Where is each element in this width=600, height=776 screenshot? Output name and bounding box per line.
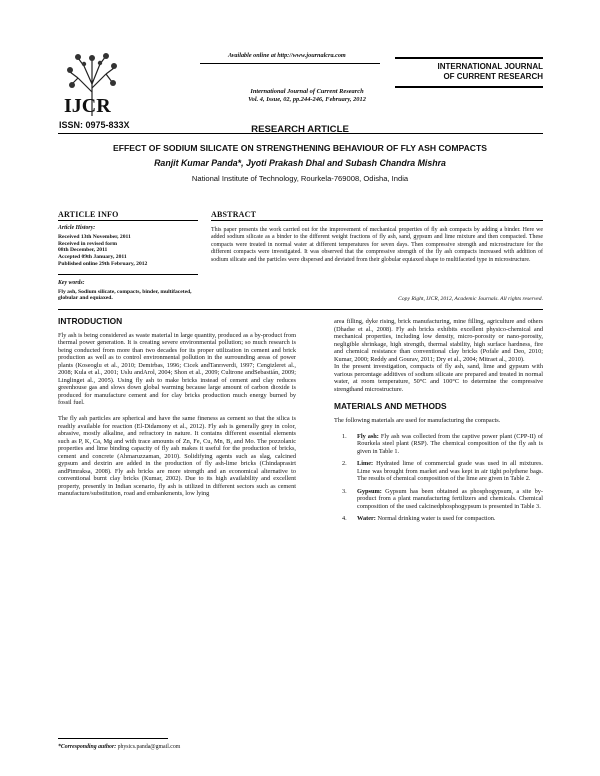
available-online: Available online at http://www.journalcra.com bbox=[228, 52, 346, 59]
left-column bbox=[58, 318, 296, 504]
journal-box-line2: OF CURRENT RESEARCH bbox=[443, 72, 543, 81]
abstract-heading: ABSTRACT bbox=[211, 210, 257, 219]
article-info-heading: ARTICLE INFO bbox=[58, 210, 119, 219]
list-term: Gypsum: bbox=[357, 487, 382, 495]
keywords-rule bbox=[58, 274, 198, 275]
journal-citation-name: International Journal of Current Research bbox=[250, 88, 364, 95]
header-divider bbox=[200, 63, 380, 64]
authors: Ranjit Kumar Panda*, Jyoti Prakash Dhal and Subash Chandra Mishra bbox=[154, 158, 446, 168]
abstract-text: This paper presents the work carried out for the improvement of mechanical properties of fly ash compacts by adding a binder. Here we added sodium silicate as a binder to the different weight fractions of fly ash, sand, gypsum and lime mixture and then compacted. These compacts were treated in normal water at different temperatures for seven days. Then compressive strength and microstructure for the different compacts were investigated. It was observed that the compressive strength of the fly ash compacts increased with addition of sodium silicate and the particles were dispersed and deviated from their globular equiaxed shape to multifaceted type in microstructure. bbox=[211, 227, 543, 263]
list-number: 1. bbox=[342, 432, 347, 440]
article-type: RESEARCH ARTICLE bbox=[251, 124, 349, 135]
list-text: Normal drinking water is used for compaction. bbox=[375, 515, 496, 523]
list-term: Fly ash: bbox=[357, 432, 379, 440]
journal-title-box bbox=[395, 57, 543, 88]
intro-paragraph: The fly ash particles are spherical and have the same fineness as cement so that the silica is readily available for reaction (El-Didamony et al., 2012). Fly ash is generally grey in color, abrasive, mostly alkaline, and refractory in nature. It contains different essential elements such as P, K, Ca, Mg and with trace amounts of Zn, Fe, Cu, Mn, B, and Mo. The pozzolanic properties and lime binding capacity of fly ash makes it useful for the production of bricks, cement and concrete (Ahmaruzzaman, 2010). Solidifying agents such as slag, calcined gypsum and dextrin are added in the production of fly ash-lime bricks (Chindaprasirt andPimraksa, 2008). Fly ash bricks are more strength and an economical alternative to conventional burnt clay bricks (Kumar, 2002). Due to its high availability and excellent property, presently in Indian scenario, fly ash is utilized in different sectors such as cement manufacture/substitution, road and embankments, low lying bbox=[58, 415, 296, 498]
issn: ISSN: 0975-833X bbox=[59, 120, 130, 130]
abstract-bottom-rule bbox=[58, 309, 543, 310]
history-item: Received in revised form bbox=[58, 240, 118, 247]
list-term: Lime: bbox=[357, 460, 374, 468]
body-paragraph: area filling, dyke rising, brick manufacturing, mine filling, agriculture and others (Dhadse et al., 2008). Fly ash bricks exhibits excellent physico-chemical and mechanical properties, including low density, micro-porosity or nano-porosity, negligible shrinkage, high strength, thermal stability, high surface hardness, fire and chemical resistance than conventional clay bricks (Pofale and Deo, 2010; Kumar, 2000; Reddy and Gourav, 2011; Dry et al., 2004; Mitraet al., 2010). bbox=[334, 318, 543, 363]
svg-text:IJCR: IJCR bbox=[64, 95, 111, 117]
history-item: Accepted 09th January, 2011 bbox=[58, 254, 127, 261]
list-number: 3. bbox=[342, 487, 347, 495]
article-info bbox=[58, 225, 198, 302]
body-paragraph: The following materials are used for manufacturing the compacts. bbox=[334, 417, 501, 425]
list-text: Gypsum has been obtained as phosphogypsum, a site by-product from a plant manufacturing fertilizers and chemicals. Chemical composition of the used calcinedphosphogypsum is presented in Table 3. bbox=[357, 487, 543, 510]
institution: National Institute of Technology, Rourkela-769008, Odisha, India bbox=[191, 174, 409, 183]
abstract-rule bbox=[211, 220, 543, 221]
journal-citation-issue: Vol. 4, Issue, 02, pp.244-246, February, 2012 bbox=[248, 96, 366, 103]
list-term: Water: bbox=[357, 515, 376, 523]
introduction-heading: INTRODUCTION bbox=[58, 316, 123, 326]
journal-citation bbox=[232, 88, 382, 104]
article-info-rule bbox=[58, 220, 198, 221]
list-text: Fly ash was collected from the captive power plant (CPP-II) of Rourkela steel plant (RSP). The chemical composition of the fly ash is given in Table 1. bbox=[357, 432, 543, 455]
list-number: 4. bbox=[342, 515, 347, 523]
history-label: Article History: bbox=[58, 225, 96, 231]
keywords: Fly ash, Sodium silicate, compacts, binder, multifaceted, globular and equiaxed. bbox=[58, 288, 192, 302]
footnote-label: *Corresponding author: bbox=[58, 744, 117, 750]
footnote-email[interactable]: physics.panda@gmail.com bbox=[117, 744, 181, 750]
keywords-label: Key words: bbox=[58, 279, 85, 286]
list-text: Hydrated lime of commercial grade was used in all mixtures. Lime was brought from market and was kept in air tight polythene bags. The results of chemical composition of the lime are given in Table 2. bbox=[357, 460, 543, 483]
journal-logo bbox=[58, 52, 126, 118]
list-item bbox=[334, 488, 543, 511]
intro-paragraph: Fly ash is being considered as waste material in large quantity, produced as a by-product from thermal power generation. It is creating severe environmental pollution; so much research is being conducted from more than two decades for its proper utilization in cement and brick production as well as to control environmental pollution in the surrounding areas of power plants (Koseoglu et al., 2010; Demirbas, 1996; Cicek andTanrıverdi, 1997; Cengizleret al., 2008; Kula et al., 2001; Uslu andArol, 2004; Shon et al., 2009; Cultrone andSebastián, 2009; Linglinget al., 2005). Using fly ash to make bricks instead of cement and clay reduces greenhouse gas and slows down global warming because large amount of carbon dioxide is produced for manufacture cement and for clay bricks production much energy burned by fossil fuel. bbox=[58, 331, 296, 407]
list-number: 2. bbox=[342, 460, 347, 468]
materials-list bbox=[334, 433, 543, 523]
body-paragraph: In the present investigation, compacts of fly ash, sand, lime and gypsum with various percentage additives of sodium silicate are prepared and treated in normal water, at room temperature, 50°C and 100°C to determine the compressive strengthand microstructure. bbox=[334, 363, 543, 393]
history-item: 08th December, 2011 bbox=[58, 247, 108, 254]
history-item: Published online 29th February, 2012 bbox=[58, 260, 148, 267]
right-column bbox=[334, 318, 543, 528]
list-item bbox=[334, 433, 543, 456]
list-item bbox=[334, 515, 543, 523]
journal-box-line1: INTERNATIONAL JOURNAL bbox=[437, 62, 543, 71]
copyright: Copy Right, IJCR, 2012, Academic Journals. All rights reserved. bbox=[398, 296, 543, 302]
list-item bbox=[334, 460, 543, 483]
history-item: Received 13th November, 2011 bbox=[58, 233, 131, 240]
materials-heading: MATERIALS AND METHODS bbox=[334, 401, 447, 412]
footnote bbox=[58, 744, 180, 750]
footnote-rule bbox=[58, 738, 168, 739]
paper-title: EFFECT OF SODIUM SILICATE ON STRENGTHENING BEHAVIOUR OF FLY ASH COMPACTS bbox=[113, 143, 487, 153]
